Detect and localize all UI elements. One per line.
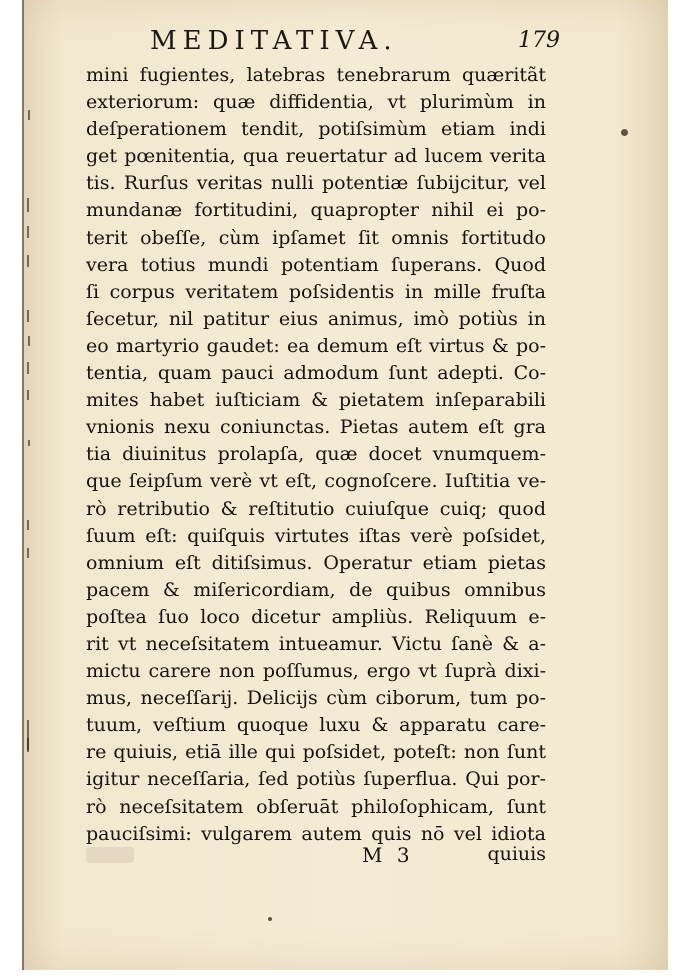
margin-mark — [27, 738, 29, 752]
margin-marks — [24, 110, 54, 790]
text-line: tentia, quam pauci admodum ſunt adepti. Co- — [86, 362, 546, 385]
margin-mark — [27, 255, 29, 267]
text-line: eo martyrio gaudet: ea demum eſt virtus & po- — [86, 334, 546, 357]
text-line: ſuum eſt: quiſquis virtutes iſtas verè poſsidet, — [86, 524, 546, 547]
text-line: vnionis nexu coniunctas. Pietas autem eſt gra — [86, 416, 546, 439]
text-line: mini fugientes, latebras tenebrarum quæritãt — [86, 64, 546, 86]
faded-ink-smudge — [86, 847, 134, 863]
body-text — [86, 62, 546, 848]
margin-mark — [27, 520, 29, 530]
margin-mark — [28, 440, 30, 446]
text-line: tuum, veſtium quoque luxu & apparatu care- — [86, 714, 546, 737]
text-line: rit vt neceſsitatem intueamur. Victu ſanè & a- — [86, 632, 546, 655]
text-line: omnium eſt ditiſsimus. Operatur etiam pietas — [86, 551, 546, 574]
margin-mark — [27, 310, 29, 322]
text-line: mites habet iuſticiam & pietatem inſeparabili — [86, 389, 546, 412]
text-line: tis. Rurſus veritas nulli potentiæ ſubijcitur, vel — [86, 172, 546, 195]
catchword: quiuis — [487, 843, 546, 865]
text-line: que ſeipſum verè vt eſt, cognoſcere. Iuſtitia ve- — [86, 470, 546, 493]
text-line: mundanæ fortitudini, quapropter nihil ei po- — [86, 199, 546, 222]
margin-mark — [27, 390, 29, 400]
text-line: deſperationem tendit, potiſsimùm etiam indi — [86, 118, 546, 141]
text-line: rò retributio & reſtitutio cuiuſque cuiq; quod — [86, 497, 546, 520]
text-line: pacem & miſericordiam, de quibus omnibus — [86, 578, 546, 601]
margin-mark — [27, 362, 29, 374]
margin-mark — [27, 198, 29, 212]
page-header — [150, 26, 560, 60]
text-line: rò neceſsitatem obſeruāt philoſophicam, ſunt — [86, 795, 546, 818]
text-line: igitur neceſſaria, ſed potiùs ſuperflua. Qui por- — [86, 768, 546, 791]
text-line: get pœnitentia, qua reuertatur ad lucem verita — [86, 145, 546, 168]
margin-mark — [27, 548, 29, 558]
text-line: terit obeſſe, cùm ipſamet ſit omnis fortitudo — [86, 226, 546, 249]
margin-mark — [28, 336, 30, 346]
text-line: exteriorum: quæ diffidentia, vt plurimùm in — [86, 91, 546, 114]
text-line: re quiuis, etiā ille qui poſsidet, poteſt: non ſunt — [86, 741, 546, 764]
text-line: tia diuinitus prolapſa, quæ docet vnumquem- — [86, 443, 546, 466]
signature-mark: M 3 — [362, 843, 414, 867]
running-title: MEDITATIVA. — [150, 26, 398, 56]
text-line: ſecetur, nil patitur eius animus, imò potiùs in — [86, 307, 546, 330]
text-line: mictu carere non poſſumus, ergo vt ſuprà dixi- — [86, 660, 546, 683]
text-line: mus, neceſſarij. Delicijs cùm ciborum, tum po- — [86, 687, 546, 710]
text-line: poſtea ſuo loco dicetur ampliùs. Reliquum e- — [86, 605, 546, 628]
ink-spot — [621, 129, 628, 136]
text-line: ſi corpus veritatem poſsidentis in mille fruſta — [86, 280, 546, 303]
margin-mark — [28, 110, 30, 120]
page-footer — [86, 843, 546, 871]
ink-spot — [268, 917, 272, 921]
text-line: pauciſsimi: vulgarem autem quis nō vel idiota — [86, 822, 546, 845]
text-line: vera totius mundi potentiam ſuperans. Quod — [86, 253, 546, 276]
page-number: 179 — [518, 28, 560, 53]
margin-mark — [27, 226, 29, 238]
